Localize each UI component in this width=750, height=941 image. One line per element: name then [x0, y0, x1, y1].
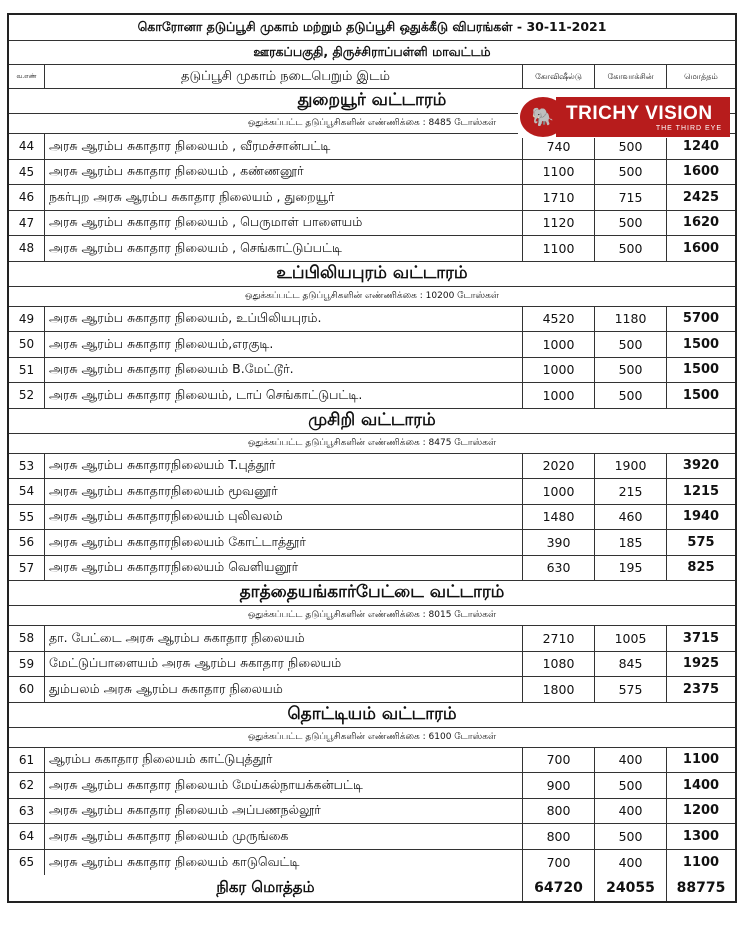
- row-covishield: 700: [523, 748, 595, 773]
- row-place: அரசு ஆரம்ப சுகாதார நிலையம் காடுவெட்டி: [45, 850, 523, 876]
- row-place: அரசு ஆரம்ப சுகாதார நிலையம்,எரகுடி.: [45, 332, 523, 357]
- block-name: முசிறி வட்டாரம்: [308, 409, 436, 430]
- row-total: 3920: [682, 458, 720, 474]
- row-covishield: 740: [523, 134, 595, 159]
- header-covishield: கோவிஷீல்டு: [523, 65, 595, 88]
- row-covaxin: 500: [595, 134, 667, 159]
- row-total: 2375: [682, 681, 720, 697]
- row-covishield: 1100: [523, 236, 595, 261]
- table-row: [9, 211, 735, 237]
- table-row: [9, 530, 735, 556]
- row-covishield: 2710: [523, 626, 595, 651]
- row-place: அரசு ஆரம்ப சுகாதார நிலையம், உப்பிலியபுரம்.: [45, 307, 523, 332]
- row-total: 1215: [682, 483, 720, 499]
- row-covishield: 630: [523, 556, 595, 581]
- row-total: 1500: [682, 387, 720, 403]
- row-covaxin: 500: [595, 358, 667, 383]
- block-heading-row: [9, 703, 735, 728]
- block-allocation: ஒதுக்கப்பட்ட தடுப்பூசிகளின் எண்ணிக்கை : 8485 டோஸ்கள்: [247, 118, 497, 128]
- row-place: அரசு ஆரம்ப சுகாதாரநிலையம் புலிவலம்: [45, 505, 523, 530]
- row-covaxin: 500: [595, 332, 667, 357]
- blocks-container: [9, 89, 735, 875]
- table-row: [9, 850, 735, 876]
- row-covaxin: 575: [595, 677, 667, 702]
- row-total: 1600: [682, 164, 720, 180]
- table-row: [9, 748, 735, 774]
- row-place: அரசு ஆரம்ப சுகாதார நிலையம் , கண்ணனூர்: [45, 160, 523, 185]
- row-covishield: 2020: [523, 454, 595, 479]
- row-covaxin: 1900: [595, 454, 667, 479]
- table-row: [9, 160, 735, 186]
- header-sl-no: வ.எண்: [9, 65, 45, 88]
- table-row: [9, 479, 735, 505]
- title-row: [9, 15, 735, 41]
- table-row: [9, 358, 735, 384]
- logo-text-box: [556, 97, 730, 137]
- row-number: 60: [9, 677, 45, 702]
- table-row: [9, 332, 735, 358]
- row-place: அரசு ஆரம்ப சுகாதாரநிலையம் மூவனூர்: [45, 479, 523, 504]
- block-allocation-row: [9, 434, 735, 454]
- row-number: 54: [9, 479, 45, 504]
- row-covishield: 390: [523, 530, 595, 555]
- grand-total-covishield: 64720: [523, 875, 595, 901]
- row-number: 46: [9, 185, 45, 210]
- block-heading-row: [9, 409, 735, 434]
- row-place: அரசு ஆரம்ப சுகாதார நிலையம் முருங்கை: [45, 824, 523, 849]
- row-total: 1925: [682, 656, 720, 672]
- row-covishield: 1000: [523, 383, 595, 408]
- table-row: [9, 556, 735, 582]
- table-row: [9, 236, 735, 262]
- row-number: 61: [9, 748, 45, 773]
- block-allocation: ஒதுக்கப்பட்ட தடுப்பூசிகளின் எண்ணிக்கை : 8475 டோஸ்கள்: [247, 437, 497, 448]
- table-row: [9, 505, 735, 531]
- row-covishield: 800: [523, 824, 595, 849]
- block-name: துறையூர் வட்டாரம்: [297, 90, 447, 110]
- row-place: அரசு ஆரம்ப சுகாதார நிலையம் B.மேட்டூர்.: [45, 358, 523, 383]
- row-covishield: 1480: [523, 505, 595, 530]
- row-covaxin: 195: [595, 556, 667, 581]
- grand-total-row: [9, 875, 735, 901]
- table-row: [9, 454, 735, 480]
- row-place: அரசு ஆரம்ப சுகாதார நிலையம் , பெருமாள் பாளையம்: [45, 211, 523, 236]
- row-total: 1400: [682, 777, 720, 793]
- table-row: [9, 383, 735, 409]
- row-covaxin: 845: [595, 652, 667, 677]
- block-name: உப்பிலியபுரம் வட்டாரம்: [276, 262, 468, 283]
- row-total: 825: [687, 560, 715, 576]
- logo-tagline: THE THIRD EYE: [655, 124, 722, 132]
- block-heading-row: [9, 581, 735, 606]
- table-subtitle: ஊரகப்பகுதி, திருச்சிராப்பள்ளி மாவட்டம்: [253, 44, 491, 59]
- table-row: [9, 652, 735, 678]
- row-number: 49: [9, 307, 45, 332]
- block-heading-row: [9, 262, 735, 287]
- table-row: [9, 307, 735, 333]
- row-place: தா. பேட்டை அரசு ஆரம்ப சுகாதார நிலையம்: [45, 626, 523, 651]
- row-number: 58: [9, 626, 45, 651]
- header-place: தடுப்பூசி முகாம் நடைபெறும் இடம்: [45, 65, 523, 88]
- row-number: 65: [9, 850, 45, 876]
- row-number: 56: [9, 530, 45, 555]
- row-covaxin: 500: [595, 160, 667, 185]
- row-covaxin: 400: [595, 748, 667, 773]
- block-allocation-row: [9, 728, 735, 748]
- row-number: 57: [9, 556, 45, 581]
- row-covaxin: 215: [595, 479, 667, 504]
- row-covaxin: 500: [595, 211, 667, 236]
- elephant-icon: 🐘: [520, 97, 566, 137]
- row-covaxin: 400: [595, 799, 667, 824]
- block-allocation: ஒதுக்கப்பட்ட தடுப்பூசிகளின் எண்ணிக்கை : 8015 டோஸ்கள்: [247, 610, 497, 620]
- row-place: அரசு ஆரம்ப சுகாதார நிலையம் அப்பணநல்லூர்: [45, 799, 523, 824]
- row-total: 1500: [682, 336, 720, 352]
- row-covaxin: 400: [595, 850, 667, 876]
- row-place: தும்பலம் அரசு ஆரம்ப சுகாதார நிலையம்: [45, 677, 523, 702]
- table-row: [9, 824, 735, 850]
- header-row: [9, 65, 735, 89]
- row-place: ஆரம்ப சுகாதார நிலையம் காட்டுபுத்தூர்: [45, 748, 523, 773]
- row-total: 1620: [682, 215, 720, 231]
- row-total: 1940: [682, 509, 720, 525]
- row-covaxin: 500: [595, 824, 667, 849]
- row-total: 1100: [682, 854, 720, 870]
- row-number: 55: [9, 505, 45, 530]
- block-allocation-row: [9, 606, 735, 626]
- row-covishield: 1000: [523, 358, 595, 383]
- row-covishield: 4520: [523, 307, 595, 332]
- header-total: மொத்தம்: [684, 71, 718, 81]
- row-total: 575: [687, 534, 715, 550]
- row-total: 2425: [682, 189, 720, 205]
- row-covishield: 700: [523, 850, 595, 876]
- row-total: 5700: [682, 311, 720, 327]
- grand-total-covaxin: 24055: [595, 875, 667, 901]
- row-total: 3715: [682, 630, 720, 646]
- logo-name: TRICHY VISION: [566, 102, 713, 124]
- block-allocation: ஒதுக்கப்பட்ட தடுப்பூசிகளின் எண்ணிக்கை : 10200 டோஸ்கள்: [245, 290, 499, 301]
- row-covishield: 1100: [523, 160, 595, 185]
- row-number: 48: [9, 236, 45, 261]
- row-covaxin: 715: [595, 185, 667, 210]
- block-allocation-row: [9, 287, 735, 307]
- row-total: 1200: [682, 803, 720, 819]
- row-covishield: 1080: [523, 652, 595, 677]
- row-place: அரசு ஆரம்ப சுகாதார நிலையம் , வீரமச்சான்பட்டி: [45, 134, 523, 159]
- table-row: [9, 773, 735, 799]
- row-covaxin: 500: [595, 383, 667, 408]
- row-total: 1100: [682, 752, 720, 768]
- row-number: 63: [9, 799, 45, 824]
- block-name: தாத்தையங்கார்பேட்டை வட்டாரம்: [239, 582, 505, 602]
- row-place: அரசு ஆரம்ப சுகாதாரநிலையம் T.புத்தூர்: [45, 454, 523, 479]
- row-number: 62: [9, 773, 45, 798]
- row-number: 64: [9, 824, 45, 849]
- row-number: 45: [9, 160, 45, 185]
- row-covaxin: 185: [595, 530, 667, 555]
- row-place: அரசு ஆரம்ப சுகாதார நிலையம், டாப் செங்காட்டுபட்டி.: [45, 383, 523, 408]
- row-covaxin: 500: [595, 773, 667, 798]
- table-title: கொரோனா தடுப்பூசி முகாம் மற்றும் தடுப்பூசி ஒதுக்கீடு விபரங்கள் - 30-11-2021: [137, 19, 607, 34]
- row-number: 53: [9, 454, 45, 479]
- row-number: 44: [9, 134, 45, 159]
- row-covishield: 1120: [523, 211, 595, 236]
- row-covaxin: 1180: [595, 307, 667, 332]
- trichy-vision-logo: [518, 96, 730, 138]
- row-covishield: 1000: [523, 479, 595, 504]
- row-covaxin: 500: [595, 236, 667, 261]
- row-total: 1300: [682, 828, 720, 844]
- row-number: 52: [9, 383, 45, 408]
- block-name: தொட்டியம் வட்டாரம்: [287, 703, 457, 724]
- row-place: நகர்புற அரசு ஆரம்ப சுகாதார நிலையம் , துறையூர்: [45, 185, 523, 210]
- row-number: 59: [9, 652, 45, 677]
- row-place: அரசு ஆரம்ப சுகாதாரநிலையம் கோட்டாத்தூர்: [45, 530, 523, 555]
- row-number: 47: [9, 211, 45, 236]
- grand-total-value: 88775: [676, 880, 726, 896]
- row-place: அரசு ஆரம்ப சுகாதார நிலையம் , செங்காட்டுப்பட்டி: [45, 236, 523, 261]
- row-total: 1500: [682, 362, 720, 378]
- vaccination-table: [7, 13, 737, 903]
- grand-total-label: நிகர மொத்தம்: [9, 875, 523, 901]
- row-covishield: 1000: [523, 332, 595, 357]
- row-covishield: 900: [523, 773, 595, 798]
- row-covishield: 1710: [523, 185, 595, 210]
- row-covaxin: 1005: [595, 626, 667, 651]
- table-row: [9, 626, 735, 652]
- subtitle-row: [9, 41, 735, 65]
- row-total: 1240: [682, 138, 720, 154]
- block-allocation: ஒதுக்கப்பட்ட தடுப்பூசிகளின் எண்ணிக்கை : 6100 டோஸ்கள்: [247, 731, 497, 742]
- row-covishield: 800: [523, 799, 595, 824]
- table-row: [9, 677, 735, 703]
- table-row: [9, 799, 735, 825]
- table-row: [9, 185, 735, 211]
- row-place: அரசு ஆரம்ப சுகாதார நிலையம் மேய்கல்நாயக்கன்பட்டி: [45, 773, 523, 798]
- row-place: மேட்டுப்பாளையம் அரசு ஆரம்ப சுகாதார நிலையம்: [45, 652, 523, 677]
- row-covishield: 1800: [523, 677, 595, 702]
- row-total: 1600: [682, 240, 720, 256]
- row-number: 50: [9, 332, 45, 357]
- row-covaxin: 460: [595, 505, 667, 530]
- header-covaxin: கோவாக்சின்: [595, 65, 667, 88]
- row-place: அரசு ஆரம்ப சுகாதாரநிலையம் வெளியனூர்: [45, 556, 523, 581]
- row-number: 51: [9, 358, 45, 383]
